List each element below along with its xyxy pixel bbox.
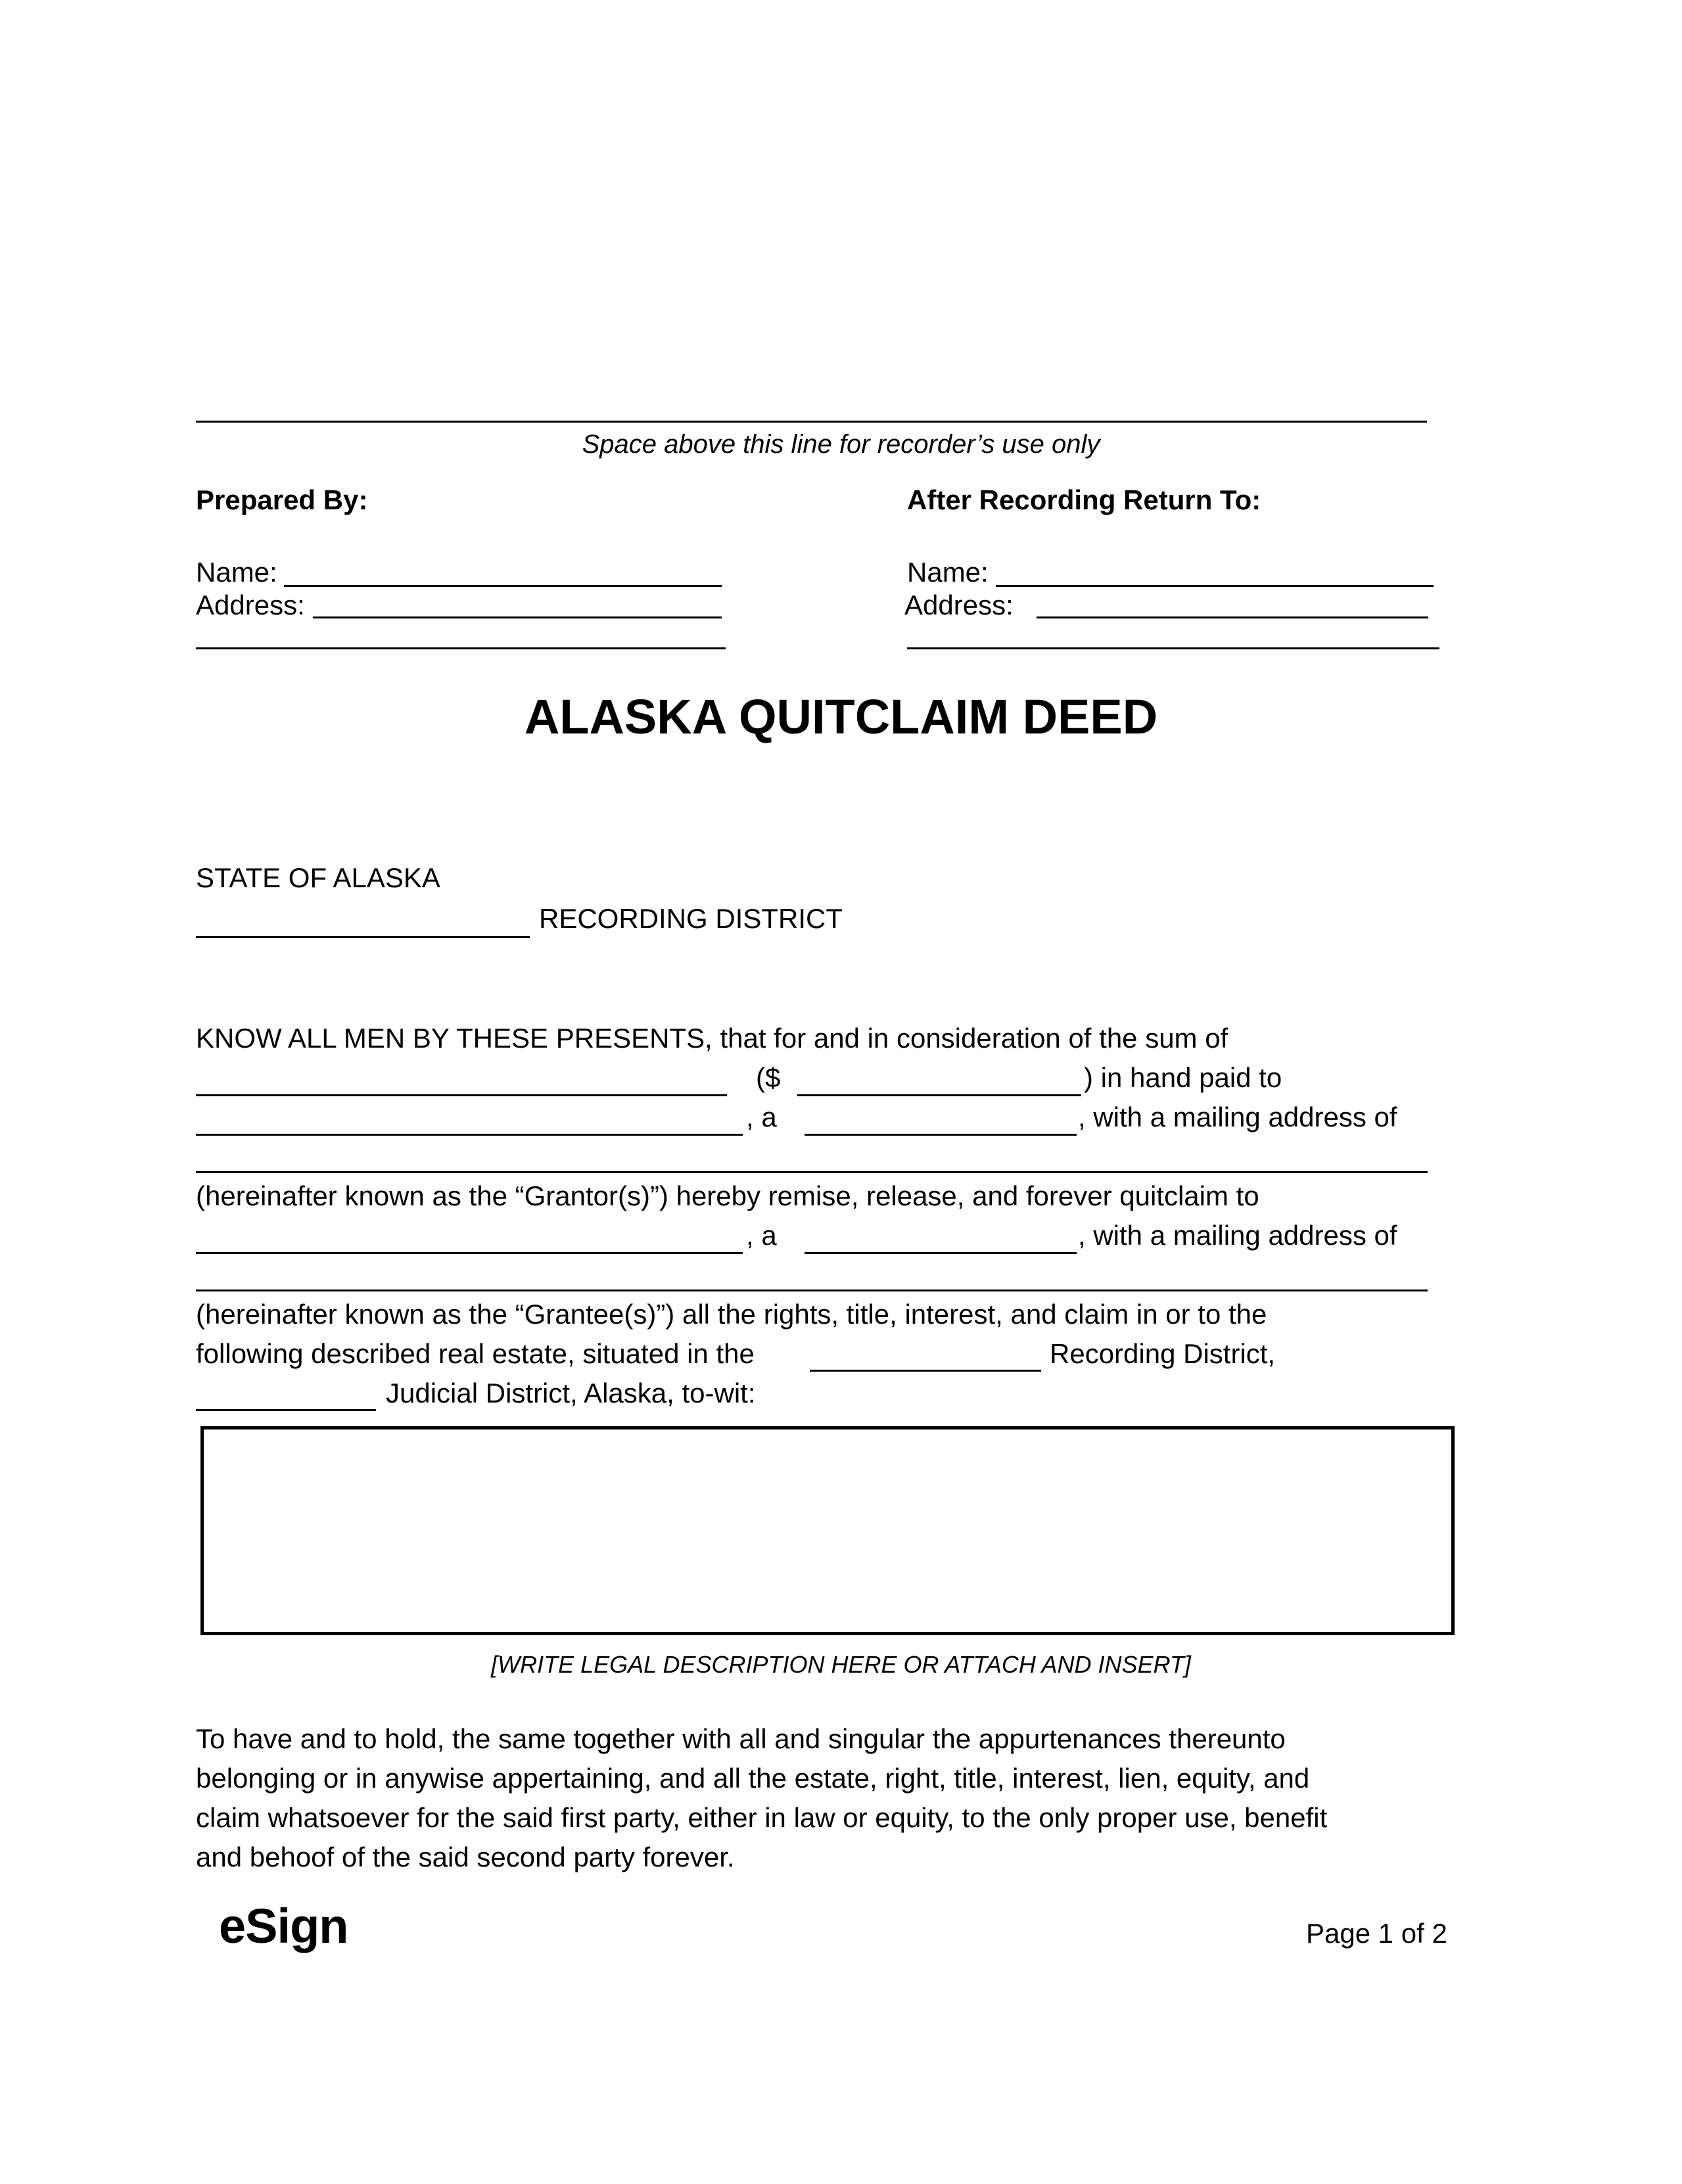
body-line-5: (hereinafter known as the “Grantor(s)”) hereby remise, release, and forever quitclaim to xyxy=(196,1180,1259,1211)
recorder-space-line xyxy=(196,421,1427,423)
habendum-line-2: belonging or in anywise appertaining, and all the estate, right, title, interest, lien, equity, and xyxy=(196,1763,1310,1794)
grantor-a-text: , a xyxy=(746,1102,777,1132)
prepared-by-name-field[interactable] xyxy=(284,585,722,587)
consideration-amount-field[interactable] xyxy=(797,1094,1081,1096)
grantee-a-text: , a xyxy=(746,1220,777,1251)
grantor-name-field[interactable] xyxy=(196,1134,743,1136)
prepared-by-name-label: Name: xyxy=(196,557,277,588)
return-to-address-field[interactable] xyxy=(1037,616,1428,618)
body-line-1: KNOW ALL MEN BY THESE PRESENTS, that for and in consideration of the sum of xyxy=(196,1023,1228,1054)
return-to-address-line-2[interactable] xyxy=(907,647,1439,649)
grantor-mailing-text: , with a mailing address of xyxy=(1078,1102,1397,1132)
grantee-mailing-text: , with a mailing address of xyxy=(1078,1220,1397,1251)
hand-paid-to-text: ) in hand paid to xyxy=(1084,1062,1282,1093)
recording-district-field[interactable] xyxy=(196,936,530,938)
return-to-address-label: Address: xyxy=(904,590,1014,620)
grantee-type-field[interactable] xyxy=(805,1252,1077,1254)
consideration-words-field[interactable] xyxy=(196,1094,727,1096)
grantor-address-field[interactable] xyxy=(196,1171,1428,1173)
body-line-9-a: following described real estate, situated in the xyxy=(196,1338,755,1369)
prepared-by-address-label: Address: xyxy=(196,590,305,620)
habendum-line-3: claim whatsoever for the said first party, either in law or equity, to the only proper use, benefit xyxy=(196,1802,1328,1833)
legal-description-caption: [WRITE LEGAL DESCRIPTION HERE OR ATTACH AND INSERT] xyxy=(491,1651,1191,1678)
grantee-name-field[interactable] xyxy=(196,1252,743,1254)
recorder-note: Space above this line for recorder’s use only xyxy=(582,430,1100,459)
real-estate-district-field[interactable] xyxy=(810,1370,1041,1372)
habendum-line-4: and behoof of the said second party forever. xyxy=(196,1842,735,1872)
return-to-name-field[interactable] xyxy=(996,585,1434,587)
prepared-by-heading: Prepared By: xyxy=(196,484,368,515)
return-to-name-label: Name: xyxy=(907,557,989,588)
body-line-8: (hereinafter known as the “Grantee(s)”) all the rights, title, interest, and claim in or to the xyxy=(196,1299,1267,1330)
prepared-by-address-field[interactable] xyxy=(313,616,722,618)
return-to-heading: After Recording Return To: xyxy=(907,484,1261,515)
body-line-9-b: Recording District, xyxy=(1050,1338,1276,1369)
dollar-sign: ($ xyxy=(756,1062,781,1093)
judicial-district-field[interactable] xyxy=(196,1409,376,1411)
state-line: STATE OF ALASKA xyxy=(196,862,440,893)
esign-logo: eSign xyxy=(219,1899,348,1953)
recording-district-label: RECORDING DISTRICT xyxy=(539,903,843,934)
page-number: Page 1 of 2 xyxy=(1306,1918,1447,1949)
grantee-address-field[interactable] xyxy=(196,1289,1428,1291)
grantor-type-field[interactable] xyxy=(805,1134,1077,1136)
habendum-line-1: To have and to hold, the same together with all and singular the appurtenances thereunto xyxy=(196,1723,1286,1754)
body-line-10: Judicial District, Alaska, to-wit: xyxy=(386,1378,756,1408)
document-title: ALASKA QUITCLAIM DEED xyxy=(524,689,1158,744)
prepared-by-address-line-2[interactable] xyxy=(196,647,726,649)
legal-description-box[interactable] xyxy=(200,1426,1455,1635)
